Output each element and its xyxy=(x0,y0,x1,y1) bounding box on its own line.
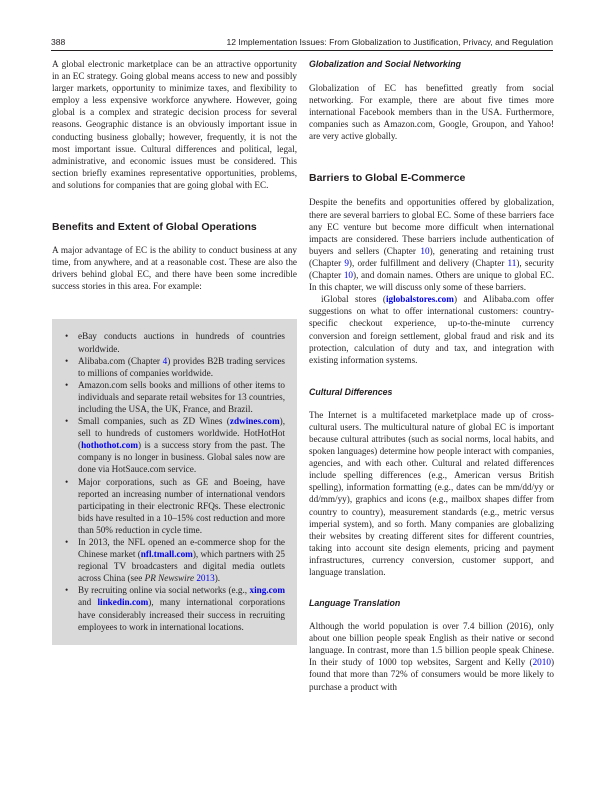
language-translation-heading: Language Translation xyxy=(309,598,401,609)
cultural-differences-heading: Cultural Differences xyxy=(309,386,393,397)
iglobal-paragraph: iGlobal stores (iglobalstores.com) and Alibaba.com offer suggestions on what to offer international customers: country-specific checkout experience, up-to-the-minute currency conversion and foreign settlement, global fraud and risk and its protection, calculation of duty and tax, and integration with existing information systems. xyxy=(309,294,554,365)
running-title: 12 Implementation Issues: From Globalization to Justification, Privacy, and Regulation xyxy=(226,37,553,47)
barriers-heading: Barriers to Global E-Commerce xyxy=(309,172,466,185)
list-item: • Small companies, such as ZD Wines (zdwines.com), sell to hundreds of customers worldwide. HotHotHot (hothothot.com) is a success story from the past. The company is no longer in business. Global sales now are done via HotSauce.com service. xyxy=(64,415,285,475)
list-item: • Major corporations, such as GE and Boeing, have reported an increasing number of international vendors participating in their electronic RFQs. These electronic bids have resulted in a 10–15% cost reduction and more than 50% reduction in cycle time. xyxy=(64,476,285,536)
list-item: • Alibaba.com (Chapter 4) provides B2B trading services to millions of companies worldwide. xyxy=(64,355,285,379)
barriers-paragraph: Despite the benefits and opportunities offered by globalization, there are several barriers to global EC. Some of these barriers face any EC venture but become more difficult when international impacts are considered. These barriers include authentication of buyers and sellers (Chapter 10), generating and retaining trust (Chapter 9), order fulfillment and delivery (Chapter 11), security (Chapter 10), and domain names. Others are unique to global EC. In this chapter, we will discuss only some of these barriers. xyxy=(309,197,555,293)
chapter-link[interactable]: 10 xyxy=(420,245,430,256)
linkedin-link[interactable]: linkedin.com xyxy=(97,597,149,608)
right-column xyxy=(309,58,554,693)
citation-link[interactable]: 2010 xyxy=(532,657,551,668)
page-header xyxy=(51,36,553,50)
benefits-paragraph: A major advantage of EC is the ability to conduct business at any time, from anywhere, and at a reasonable cost. These are also the drivers behind global EC, and there have been some incredible success stories in this area. For example: xyxy=(52,245,297,292)
social-networking-heading: Globalization and Social Networking xyxy=(309,59,462,69)
language-translation-paragraph: Although the world population is over 7.4 billion (2016), only about one billion people speak English as their native or second language. In contrast, more than 1.5 billion people speak Chinese. In their study of 1000 top websites, Sargent and Kelly (2010) found that more than 72% of consumers would be more likely to purchase a product with xyxy=(309,621,554,692)
xing-link[interactable]: xing.com xyxy=(249,585,285,596)
header-rule xyxy=(51,50,553,51)
list-item: • Amazon.com sells books and millions of other items to individuals and separate retail websites for 13 countries, including the USA, the UK, France, and Brazil. xyxy=(64,379,285,415)
citation-link[interactable]: 2013 xyxy=(196,573,215,584)
social-networking-paragraph: Globalization of EC has benefitted greatly from social networking. For example, there are about five times more international Facebook members than in the USA. Furthermore, companies such as Amazon.com, Google, Groupon, and Yahoo! are very active globally. xyxy=(309,83,554,142)
chapter-link[interactable]: 10 xyxy=(343,270,354,281)
benefits-heading: Benefits and Extent of Global Operations xyxy=(52,221,257,234)
zdwines-link[interactable]: zdwines.com xyxy=(229,416,280,427)
cultural-differences-paragraph: The Internet is a multifaceted marketplace made up of cross-cultural users. The multicultural nature of global EC is important because cultural attributes (such as social norms, local habits, and spoken languages) determine how people interact with companies, agencies, and with each other. Cultural and related differences include spelling differences (e.g., American versus British spelling), information formatting (e.g., dates can be mm/dd/yy or dd/mm/yy), graphics and icons (e.g., mailbox shapes differ from country to country), measurement standards (e.g., metric versus imperial system), and so forth. Many companies are globalizing their websites by creating different sites for different countries, taking into account site design elements, pricing and payment infrastructures, currency conversion, customer support, and language translation. xyxy=(309,409,554,577)
chapter-link[interactable]: 4 xyxy=(162,355,168,366)
hothothot-link[interactable]: hothothot.com xyxy=(81,440,138,451)
examples-list xyxy=(64,330,285,632)
examples-box xyxy=(52,319,297,644)
list-item: • By recruiting online via social networks (e.g., xing.com and linkedin.com), many international corporations have considerably increased their success in recruiting employees to work in international locations. xyxy=(64,584,285,632)
left-column xyxy=(52,58,297,645)
chapter-link[interactable]: 9 xyxy=(344,257,349,268)
list-item: • In 2013, the NFL opened an e-commerce shop for the Chinese market (nfl.tmall.com), which partners with 25 regional TV broadcasters and digital media outlets across China (see PR Newswire 2013). xyxy=(64,536,285,584)
list-item: • eBay conducts auctions in hundreds of countries worldwide. xyxy=(64,330,285,354)
page-number: 388 xyxy=(51,37,66,47)
intro-paragraph: A global electronic marketplace can be an attractive opportunity in an EC strategy. Going global means access to new and possibly larger markets, opportunity to minimize taxes, and flexibility to employ a less expensive workforce anywhere. However, going global is a complex and strategic decision process for several reasons. Geographic distance is an obviously important issue in conducting business globally; however, frequently, it is not the most important issue. Cultural differences and political, legal, administrative, and economic issues must be considered. This section briefly examines representative opportunities, problems, and solutions for companies that are going global with EC. xyxy=(52,59,297,190)
nfl-tmall-link[interactable]: nfl.tmall.com xyxy=(140,549,193,560)
iglobalstores-link[interactable]: iglobalstores.com xyxy=(385,294,454,305)
chapter-link[interactable]: 11 xyxy=(507,257,517,268)
